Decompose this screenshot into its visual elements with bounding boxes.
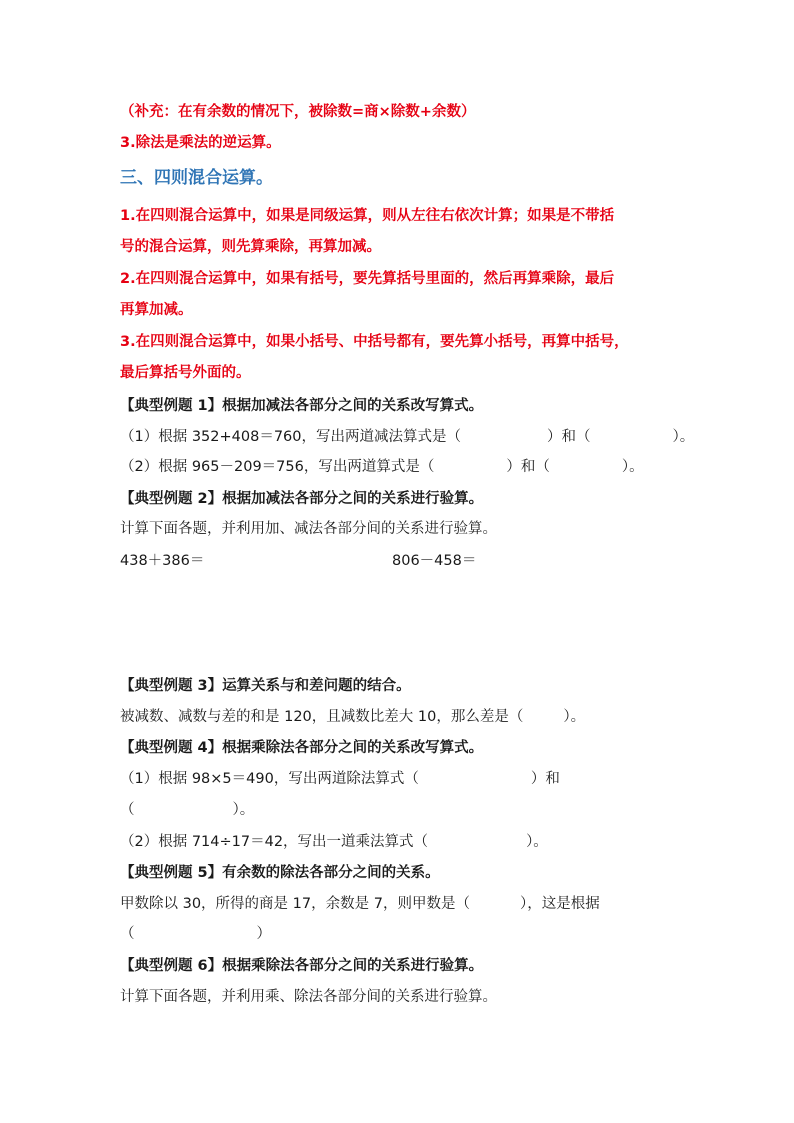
example-3-question [120,707,585,727]
example-1-title: 【典型例题 1】根据加减法各部分之间的关系改写算式。 [120,398,484,414]
example-5-reason-close: ） [256,926,271,942]
rule-3-line-2: 最后算括号外面的。 [120,365,251,381]
remainder-note: （补充：在有余数的情况下，被除数=商×除数+余数） [120,104,476,120]
example-4-question-1 [120,769,560,789]
rule-1-line-1: 1.在四则混合运算中，如果是同级运算，则从左往右依次计算；如果是不带括 [120,208,615,224]
example-5-question-text: 甲数除以 30，所得的商是 17，余数是 7，则甲数是（ [120,896,470,912]
example-1-question-2 [120,457,644,477]
example-1-q1-and: ）和（ [547,429,591,445]
example-1-q2-and: ）和（ [506,459,550,475]
example-4-q1-and: ）和 [530,771,560,787]
example-3-question-text: 被减数、减数与差的和是 120，且减数比差大 10，那么差是（ [120,709,524,725]
example-4-question-2 [120,832,548,852]
example-3-question-end: ）。 [563,709,586,725]
rule-3-line-1: 3.在四则混合运算中，如果小括号、中括号都有，要先算小括号，再算中括号， [120,334,629,350]
rule-2-line-1: 2.在四则混合运算中，如果有括号，要先算括号里面的，然后再算乘除，最后 [120,271,615,287]
example-4-q2-text: （2）根据 714÷17＝42，写出一道乘法算式（ [120,834,429,850]
example-3-title: 【典型例题 3】运算关系与和差问题的结合。 [120,678,411,694]
example-5-question-mid: ），这是根据 [519,896,600,912]
example-5-question [120,894,600,914]
example-2-expression-2: 806－458＝ [392,553,477,569]
rule-2-line-2: 再算加减。 [120,302,193,318]
example-2-instruction: 计算下面各题，并利用加、减法各部分间的关系进行验算。 [120,521,497,537]
example-1-q2-end: ）。 [621,459,644,475]
example-6-title: 【典型例题 6】根据乘除法各部分之间的关系进行验算。 [120,958,484,974]
example-5-title: 【典型例题 5】有余数的除法各部分之间的关系。 [120,865,440,881]
example-6-instruction: 计算下面各题，并利用乘、除法各部分间的关系进行验算。 [120,989,497,1005]
section-heading-mixed-operations: 三、四则混合运算。 [120,168,273,188]
example-1-question-1 [120,427,694,447]
example-4-title: 【典型例题 4】根据乘除法各部分之间的关系改写算式。 [120,740,484,756]
example-1-q1-text: （1）根据 352+408＝760，写出两道减法算式是（ [120,429,462,445]
example-5-reason-open: （ [120,926,135,942]
example-4-q1-end: ）。 [232,802,255,818]
example-5-question-cont [120,924,271,944]
rule-1-line-2: 号的混合运算，则先算乘除，再算加减。 [120,239,381,255]
example-2-title: 【典型例题 2】根据加减法各部分之间的关系进行验算。 [120,491,484,507]
example-1-q2-text: （2）根据 965－209＝756，写出两道算式是（ [120,459,435,475]
example-4-question-1-cont [120,800,254,820]
example-4-q1-open: （ [120,802,135,818]
example-4-q2-end: ）。 [526,834,548,850]
example-4-q1-text: （1）根据 98×5＝490，写出两道除法算式（ [120,771,419,787]
knowledge-point-3: 3.除法是乘法的逆运算。 [120,135,281,151]
example-2-expression-1: 438＋386＝ [120,553,205,569]
example-1-q1-end: ）。 [672,429,695,445]
